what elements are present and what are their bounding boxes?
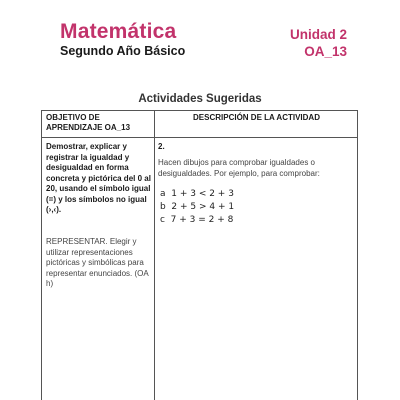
oa-label: OA_13 <box>304 44 347 59</box>
activities-table <box>41 110 358 400</box>
representar-skill-text: REPRESENTAR. Elegir y utilizar representaciones pictóricas y simbólicas para representar enunciados. (OA h) <box>46 237 149 288</box>
unit-label: Unidad 2 <box>289 27 347 42</box>
subject-title: Matemática <box>60 20 177 43</box>
learning-objective-text: Demostrar, explicar y registrar la igualdad y desigualdad en forma concreta y pictórica del 0 al 20, usando el símbolo igual (=) y los símbolos no igual (›,‹). <box>46 142 151 214</box>
example-item: b 2 + 5 > 4 + 1 <box>160 202 235 212</box>
grade-subtitle: Segundo Año Básico <box>60 44 186 58</box>
description-column-header: DESCRIPCIÓN DE LA ACTIVIDAD <box>193 113 320 122</box>
example-item: a 1 + 3 < 2 + 3 <box>160 189 234 199</box>
example-list <box>160 188 350 227</box>
column-divider <box>154 111 155 400</box>
example-item: c 7 + 3 = 2 + 8 <box>160 215 234 225</box>
activity-number: 2. <box>158 142 165 151</box>
header-row-divider <box>42 137 357 138</box>
section-title: Actividades Sugeridas <box>138 93 262 105</box>
objective-column-header: OBJETIVO DE APRENDIZAJE OA_13 <box>46 113 131 132</box>
activity-description: Hacen dibujos para comprobar igualdades o desigualdades. Por ejemplo, para comprobar: <box>158 158 320 178</box>
